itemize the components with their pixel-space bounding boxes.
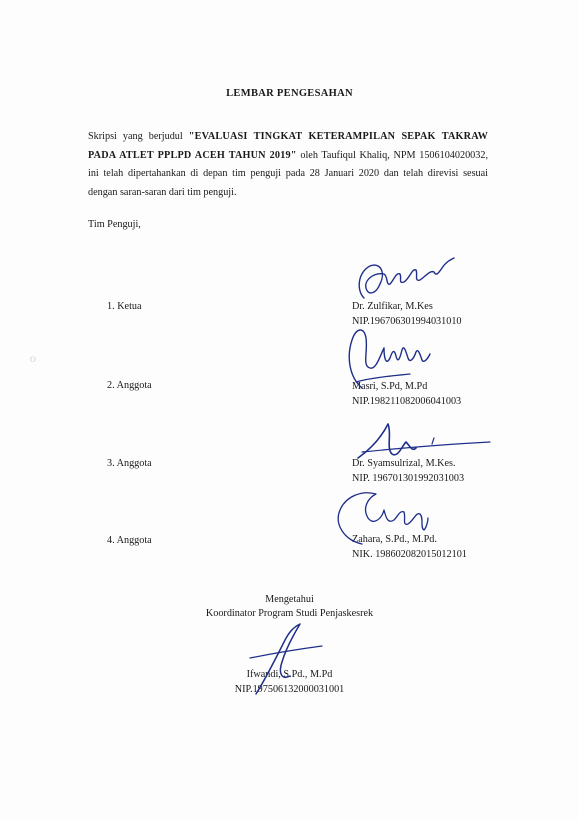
member-4-role: 4. Anggota: [107, 535, 152, 546]
member-2-block: [352, 380, 461, 409]
approval-paragraph: [88, 128, 488, 202]
member-1-role: 1. Ketua: [107, 301, 142, 312]
member-3-nip: NIP. 196701301992031003: [352, 472, 465, 484]
member-2-nip: NIP.198211082006041003: [352, 395, 462, 407]
coordinator-nip: NIP.197506132000031001: [234, 684, 345, 695]
member-3-role: 3. Anggota: [107, 458, 152, 469]
member-4-block: [352, 533, 467, 562]
member-2-role: 2. Anggota: [107, 380, 152, 391]
margin-mark: O: [30, 355, 36, 364]
coordinator-name: Ifwandi, S.Pd., M.Pd: [246, 669, 333, 680]
member-2-name: Masri, S.Pd, M.Pd: [352, 381, 428, 392]
examiner-team-heading: Tim Penguji,: [88, 219, 141, 230]
member-1-name: Dr. Zulfikar, M.Kes: [352, 301, 433, 312]
member-3-block: [352, 457, 464, 486]
member-4-nip: NIK. 198602082015012101: [352, 548, 467, 560]
mengetahui-label: Mengetahui: [265, 594, 314, 605]
paragraph-suffix: oleh Taufiqul Khaliq, NPM 1506104020032, ini telah dipertahankan di depan tim penguji pada 28 Januari 2020 dan telah direvisi sesuai dengan saran-saran dari tim penguji.: [88, 149, 488, 198]
coordinator-role: Koordinator Program Studi Penjaskesrek: [205, 608, 374, 619]
member-4-name: Zahara, S.Pd., M.Pd.: [352, 534, 437, 545]
paragraph-prefix: Skripsi yang berjudul: [88, 131, 189, 142]
page-title: LEMBAR PENGESAHAN: [226, 88, 353, 99]
member-3-name: Dr. Syamsulrizal, M.Kes.: [352, 458, 456, 469]
thesis-title: "EVALUASI TINGKAT KETERAMPILAN SEPAK TAKRAW PADA ATLET PPLPD ACEH TAHUN 2019": [88, 131, 489, 161]
member-1-block: [352, 300, 462, 329]
member-1-nip: NIP.196706301994031010: [352, 315, 462, 327]
